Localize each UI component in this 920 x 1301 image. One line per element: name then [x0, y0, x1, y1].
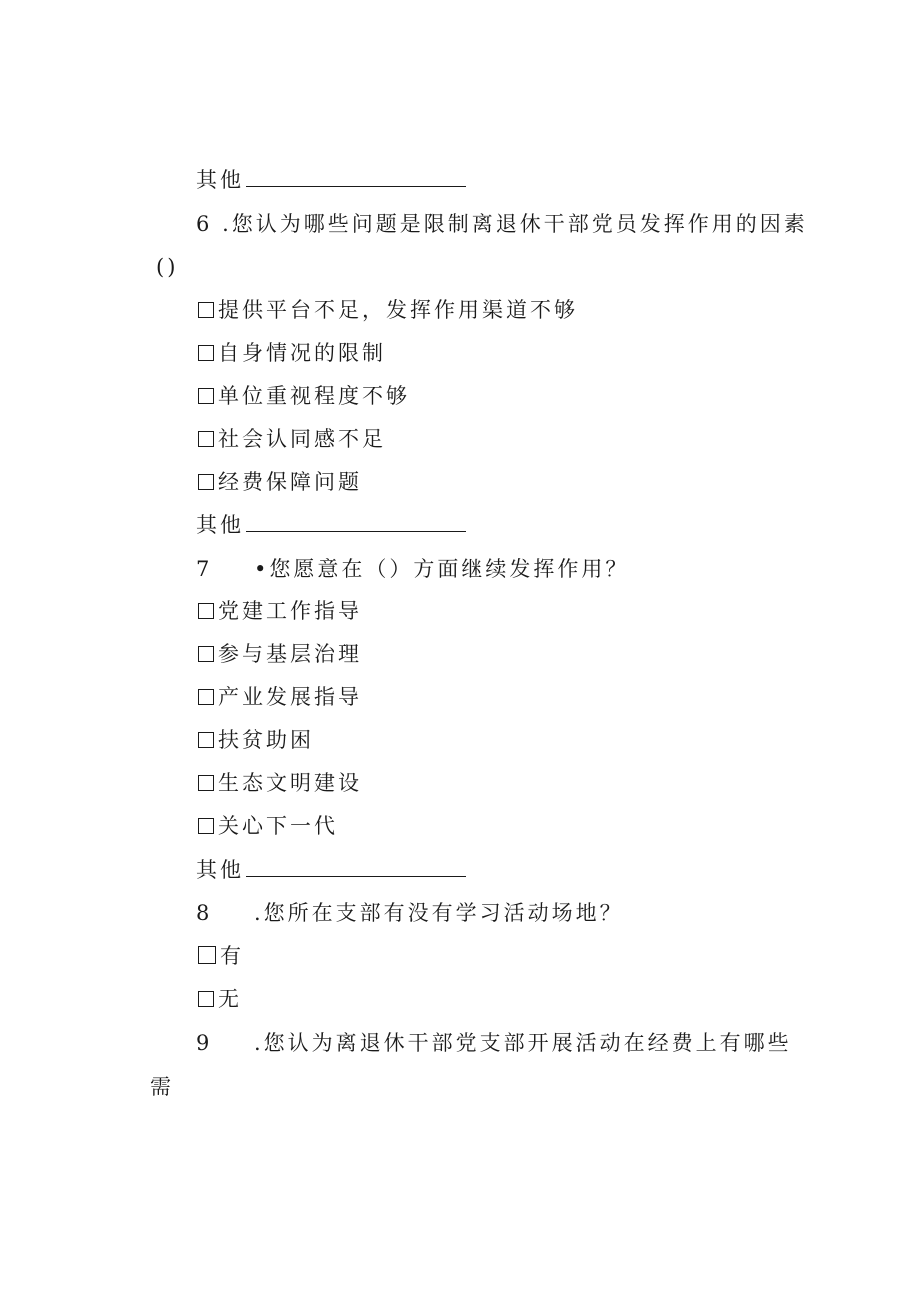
question-6: [196, 210, 808, 238]
checkbox-icon[interactable]: [198, 388, 214, 404]
option-item[interactable]: [198, 640, 362, 668]
other-label: 其他: [196, 168, 244, 192]
option-label: 有: [220, 944, 244, 968]
question-6-paren: [156, 253, 178, 281]
checkbox-icon[interactable]: [198, 474, 214, 490]
other-label: 其他: [196, 858, 244, 882]
other-line: [196, 166, 466, 194]
option-label: 单位重视程度不够: [218, 384, 410, 408]
checkbox-icon[interactable]: [198, 345, 214, 361]
checkbox-icon[interactable]: [198, 818, 214, 834]
option-label: 参与基层治理: [218, 642, 362, 666]
option-label: 经费保障问题: [218, 470, 362, 494]
option-item[interactable]: [198, 296, 578, 324]
option-item[interactable]: [198, 942, 244, 970]
option-item[interactable]: [198, 769, 362, 797]
option-label: 无: [218, 987, 242, 1011]
option-item[interactable]: [198, 597, 362, 625]
option-label: 关心下一代: [218, 814, 338, 838]
question-9: [196, 1029, 792, 1057]
checkbox-icon[interactable]: [198, 603, 214, 619]
option-item[interactable]: [198, 812, 338, 840]
other-line: [196, 511, 466, 539]
checkbox-icon[interactable]: [198, 302, 214, 318]
question-text-continuation: 需: [150, 1075, 174, 1099]
other-label: 其他: [196, 513, 244, 537]
option-label: 党建工作指导: [218, 599, 362, 623]
question-text: .您所在支部有没有学习活动场地？: [254, 901, 624, 925]
option-item[interactable]: [198, 382, 410, 410]
option-label: 产业发展指导: [218, 685, 362, 709]
other-line: [196, 856, 466, 884]
question-9-continuation: [150, 1073, 174, 1101]
question-text: .您认为离退休干部党支部开展活动在经费上有哪些: [254, 1031, 792, 1055]
checkbox-icon[interactable]: [198, 991, 214, 1007]
option-label: 生态文明建设: [218, 771, 362, 795]
question-number: 6: [196, 212, 213, 236]
question-number: 9: [196, 1031, 213, 1055]
option-item[interactable]: [198, 339, 386, 367]
option-item[interactable]: [198, 683, 362, 711]
question-7: [196, 555, 629, 583]
question-text: •您愿意在（）方面继续发挥作用？: [254, 557, 630, 581]
checkbox-icon[interactable]: [198, 732, 214, 748]
question-text: .您认为哪些问题是限制离退休干部党员发挥作用的因素: [222, 212, 808, 236]
checkbox-icon[interactable]: [198, 431, 214, 447]
option-item[interactable]: [198, 985, 242, 1013]
other-blank[interactable]: [246, 513, 466, 532]
question-number: 8: [196, 901, 213, 925]
option-label: 社会认同感不足: [218, 427, 386, 451]
checkbox-icon[interactable]: [198, 946, 216, 964]
other-blank[interactable]: [246, 168, 466, 187]
option-label: 提供平台不足，发挥作用渠道不够: [218, 298, 578, 322]
checkbox-icon[interactable]: [198, 689, 214, 705]
question-8: [196, 899, 624, 927]
option-label: 自身情况的限制: [218, 341, 386, 365]
option-item[interactable]: [198, 726, 314, 754]
option-item[interactable]: [198, 425, 386, 453]
option-item[interactable]: [198, 468, 362, 496]
question-number: 7: [196, 557, 213, 581]
option-label: 扶贫助困: [218, 728, 314, 752]
checkbox-icon[interactable]: [198, 646, 214, 662]
checkbox-icon[interactable]: [198, 775, 214, 791]
other-blank[interactable]: [246, 858, 466, 877]
answer-parentheses: (): [156, 255, 179, 279]
